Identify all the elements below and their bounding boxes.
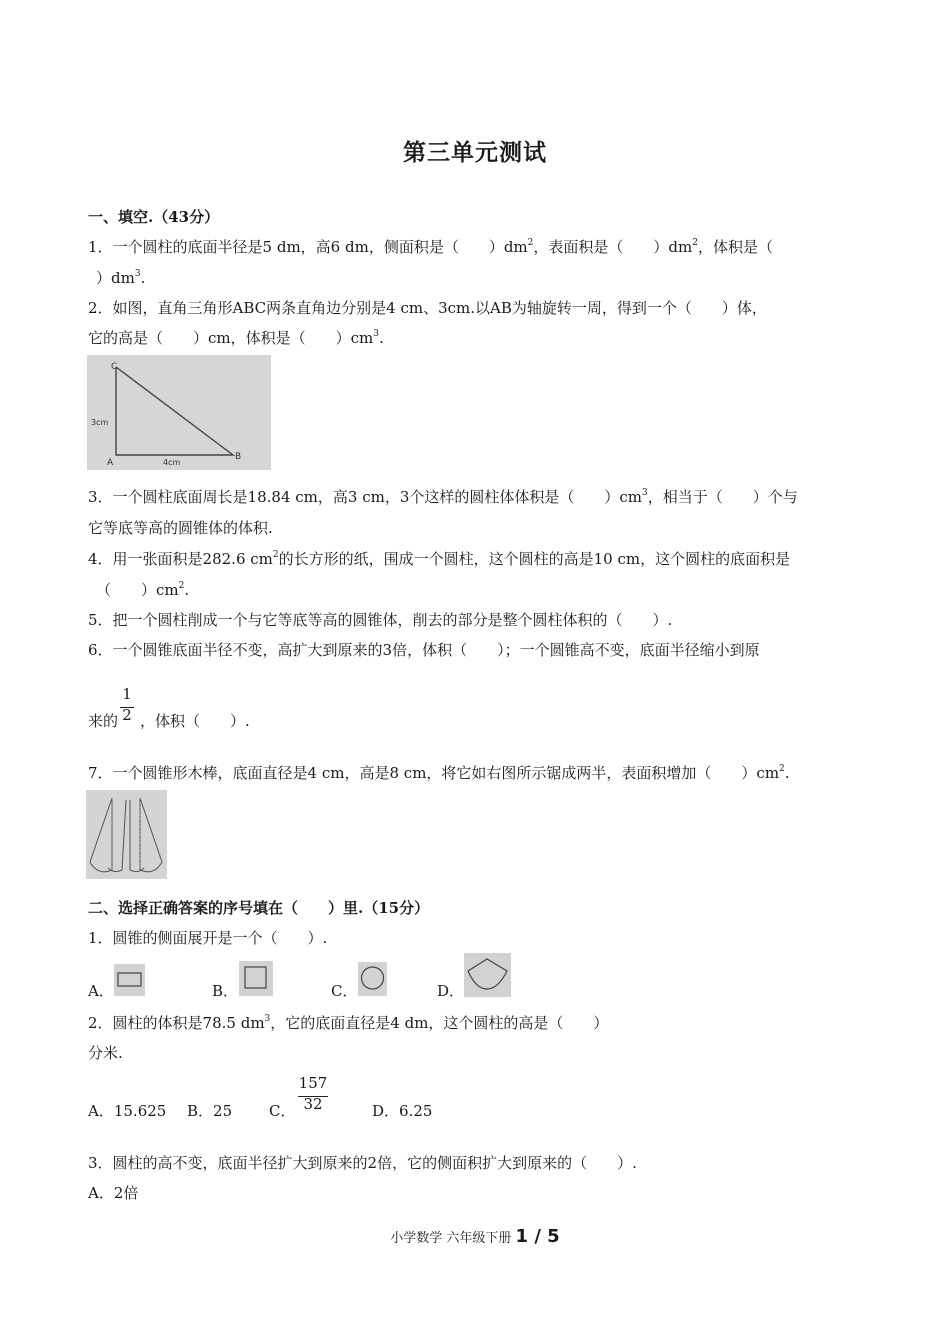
triangle-figure [87, 355, 271, 470]
question-4-line-2: （ ）$cm^2$. [96, 581, 190, 599]
fraction-157-32: 157 32 [298, 1074, 328, 1113]
page-footer [0, 1226, 950, 1247]
page-number: 1 / 5 [515, 1226, 560, 1247]
question-6-line-1: 6．一个圆锥底面半径不变，高扩大到原来的3倍，体积（ ）；一个圆锥高不变，底面半径缩小到原 [88, 641, 760, 659]
option-d-label: D． [437, 982, 465, 1000]
q2-option-b: B．25 [187, 1102, 233, 1120]
question-2-line-1: 2．如图，直角三角形ABC两条直角边分别是4 cm、3cm.以AB为轴旋转一周，得到一个（ ）体， [88, 299, 767, 317]
page-title: 第三单元测试 [403, 139, 547, 166]
q3-option-a: A．2倍 [88, 1184, 139, 1202]
label-side: 3cm [91, 418, 109, 427]
option-d-sector-shape [464, 953, 511, 997]
option-a-label: A． [88, 982, 114, 1000]
option-b-label: B． [212, 982, 239, 1000]
question-4-line-1: 4．用一张面积是282.6 $cm^2$的长方形的纸，围成一个圆柱，这个圆柱的高是10 cm，这个圆柱的底面积是 [88, 550, 791, 568]
question-6-line-2-end: ，体积（ ）. [140, 712, 250, 730]
label-b: B [235, 452, 242, 462]
choice-question-3: 3．圆柱的高不变，底面半径扩大到原来的2倍，它的侧面积扩大到原来的（ ）. [88, 1154, 637, 1172]
question-3-line-1: 3．一个圆柱底面周长是18.84 cm，高3 cm，3个这样的圆柱体体积是（ ）$cm^3$，相当于（ ）个与 [88, 488, 798, 506]
section-heading-1: 一、填空.（43分） [88, 208, 220, 226]
option-c-circle-shape [358, 962, 387, 996]
q2-option-d: D．6.25 [372, 1102, 433, 1120]
question-1-line-1: 1．一个圆柱的底面半径是5 dm，高6 dm，侧面积是（ ）$dm^2$，表面积是（ ）$dm^2$，体积是（ [88, 238, 773, 256]
question-5: 5．把一个圆柱削成一个与它等底等高的圆锥体，削去的部分是整个圆柱体积的（ ）. [88, 611, 673, 629]
option-a-rectangle-shape [114, 964, 145, 996]
cone-figure [86, 790, 167, 879]
question-3-line-2: 它等底等高的圆锥体的体积. [88, 519, 273, 537]
question-1-line-2: ）$dm^3$. [96, 269, 146, 287]
choice-question-2-line-1: 2．圆柱的体积是78.5 $dm^3$，它的底面直径是4 dm，这个圆柱的高是（ ） [88, 1014, 609, 1032]
section-heading-2: 二、选择正确答案的序号填在（ ）里.（15分） [88, 899, 430, 917]
choice-question-1: 1．圆锥的侧面展开是一个（ ）. [88, 929, 328, 947]
label-base: 4cm [163, 458, 181, 467]
q2-option-c: C． [269, 1102, 296, 1120]
question-2-line-2: 它的高是（ ）cm，体积是（ ）$cm^3$. [88, 329, 384, 347]
q2-option-a: A．15.625 [88, 1102, 167, 1120]
label-a: A [107, 458, 114, 468]
question-7: 7．一个圆锥形木棒，底面直径是4 cm，高是8 cm，将它如右图所示锯成两半，表面积增加（ ）$cm^2$. [88, 764, 790, 782]
option-c-label: C． [331, 982, 358, 1000]
fraction-one-half: 1 2 [120, 684, 134, 725]
question-6-line-2-start: 来的 [88, 712, 119, 730]
choice-question-2-line-2: 分米. [88, 1044, 123, 1062]
option-b-square-shape [239, 961, 273, 996]
label-c: C [111, 362, 118, 372]
footer-label: 小学数学 六年级下册 [390, 1231, 516, 1246]
